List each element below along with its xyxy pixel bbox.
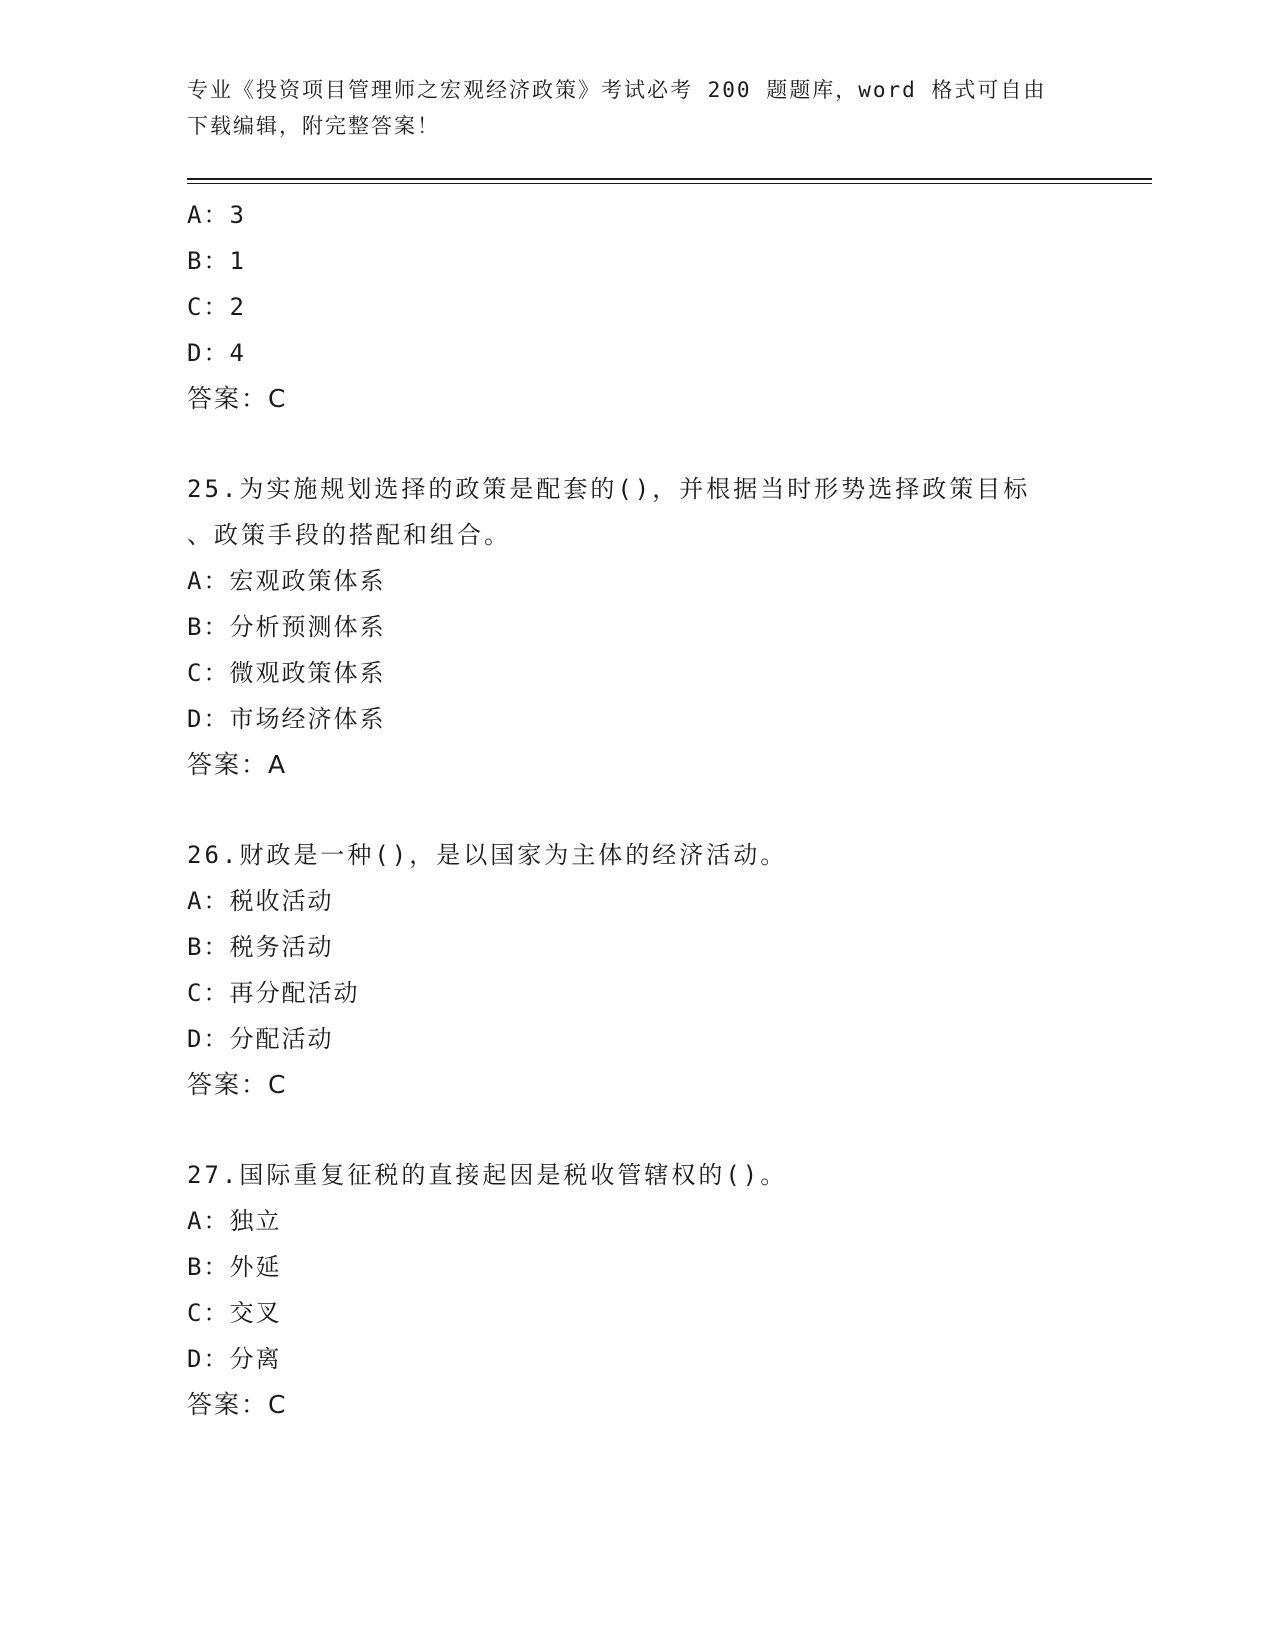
option-b: B：外延	[187, 1253, 282, 1281]
option-b: B：税务活动	[187, 933, 334, 961]
option-d: D：分配活动	[187, 1025, 334, 1053]
option-b: B：分析预测体系	[187, 613, 386, 641]
option-d: D：分离	[187, 1345, 282, 1373]
answer-line: 答案：A	[187, 750, 288, 779]
option-a: A：3	[187, 201, 246, 229]
spacer	[187, 788, 1087, 832]
option-c: C：2	[187, 293, 246, 321]
option-a: A：宏观政策体系	[187, 567, 386, 595]
option-c: C：交叉	[187, 1299, 282, 1327]
question-text-continued: 、政策手段的搭配和组合。	[187, 521, 511, 549]
option-c: C：微观政策体系	[187, 659, 386, 687]
question-text: 26.财政是一种()，是以国家为主体的经济活动。	[187, 841, 788, 869]
option-a: A：税收活动	[187, 887, 334, 915]
document-header	[187, 72, 1087, 144]
option-d: D：4	[187, 339, 246, 367]
spacer	[187, 1108, 1087, 1152]
header-divider-thick	[187, 178, 1152, 180]
answer-line: 答案：C	[187, 1070, 288, 1099]
question-list	[187, 192, 1087, 1428]
option-b: B：1	[187, 247, 246, 275]
header-line-1: 专业《投资项目管理师之宏观经济政策》考试必考 200 题题库，word 格式可自由	[187, 78, 1047, 102]
header-divider-thin	[187, 183, 1152, 184]
question-text: 27.国际重复征税的直接起因是税收管辖权的()。	[187, 1161, 788, 1189]
header-line-2: 下载编辑，附完整答案！	[187, 114, 440, 138]
question-block-25	[187, 466, 1087, 788]
spacer	[187, 422, 1087, 466]
question-text: 25.为实施规划选择的政策是配套的()，并根据当时形势选择政策目标	[187, 475, 1031, 503]
answer-line: 答案：C	[187, 1390, 288, 1419]
question-block-24	[187, 192, 1087, 422]
option-c: C：再分配活动	[187, 979, 360, 1007]
answer-line: 答案：C	[187, 384, 288, 413]
option-a: A：独立	[187, 1207, 282, 1235]
question-block-26	[187, 832, 1087, 1108]
option-d: D：市场经济体系	[187, 705, 386, 733]
question-block-27	[187, 1152, 1087, 1428]
